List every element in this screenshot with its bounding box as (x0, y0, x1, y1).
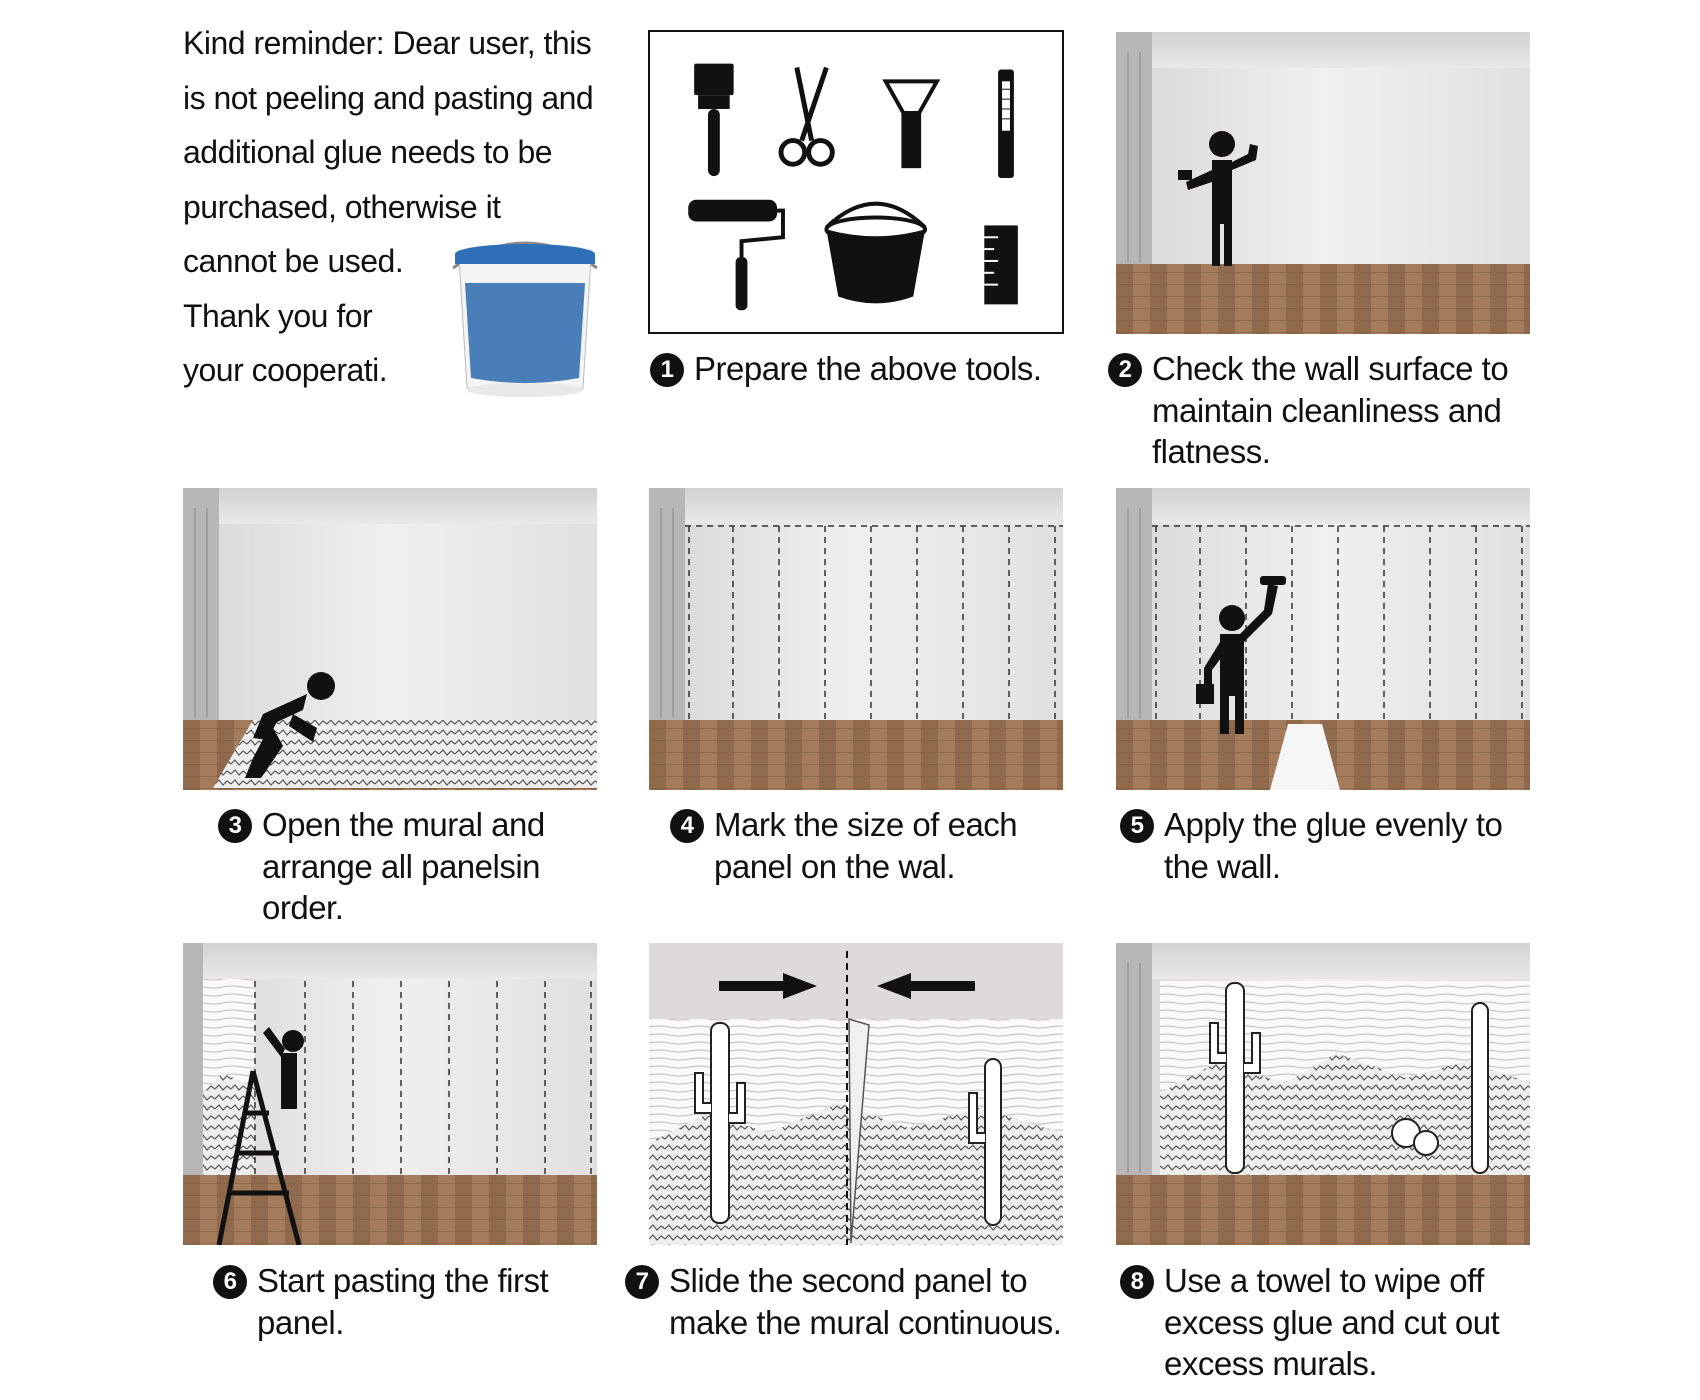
step-number-badge: 2 (1108, 353, 1142, 387)
step-6-image (183, 943, 597, 1245)
step-number-badge: 6 (213, 1265, 247, 1299)
step-number-badge: 5 (1120, 809, 1154, 843)
step-text: Start pasting the first panel. (257, 1262, 549, 1341)
step-number-badge: 4 (670, 809, 704, 843)
step-number-badge: 7 (625, 1265, 659, 1299)
step-1-caption (650, 348, 1090, 390)
step-text: Check the wall surface to maintain cleanliness and flatness. (1152, 350, 1509, 470)
utility-knife-icon (998, 70, 1014, 179)
step-7-image (649, 943, 1063, 1245)
step-text: Slide the second panel to make the mural continuous. (669, 1262, 1062, 1341)
tools-panel (648, 30, 1064, 334)
step-text: Mark the size of each panel on the wal. (714, 806, 1018, 885)
step-3-caption (218, 804, 598, 929)
reminder-line: is not peeling and pasting and (183, 79, 594, 116)
step-number-badge: 8 (1120, 1265, 1154, 1299)
scissors-icon (781, 68, 832, 165)
reminder-line: purchased, otherwise it (183, 188, 501, 225)
step-number-badge: 1 (650, 353, 684, 387)
step-8-image (1116, 943, 1530, 1245)
reminder-line: your cooperati. (183, 352, 388, 388)
paintbrush-icon (694, 64, 733, 177)
step-5-image (1116, 488, 1530, 790)
step-5-caption (1120, 804, 1540, 887)
glue-bucket-image (445, 228, 605, 398)
step-2-image (1116, 32, 1530, 334)
step-4-image (649, 488, 1063, 790)
step-7-caption (625, 1260, 1105, 1343)
reminder-line: cannot be used. (183, 243, 404, 279)
step-text: Use a towel to wipe off excess glue and cut out excess murals. (1164, 1262, 1500, 1382)
reminder-line: Kind reminder: Dear user, this (183, 25, 592, 61)
step-3-image (183, 488, 597, 790)
scraper-icon (886, 81, 937, 168)
step-text: Apply the glue evenly to the wall. (1164, 806, 1503, 885)
step-6-caption (213, 1260, 613, 1343)
bucket-icon (826, 204, 925, 304)
reminder-line: Thank you for (183, 297, 373, 334)
paint-roller-icon (688, 200, 783, 311)
reminder-line: additional glue needs to be (183, 134, 553, 170)
step-8-caption (1120, 1260, 1540, 1385)
ruler-icon (984, 225, 1018, 304)
step-2-caption (1108, 348, 1538, 473)
step-number-badge: 3 (218, 809, 252, 843)
step-4-caption (670, 804, 1070, 887)
step-text: Open the mural and arrange all panelsin order. (262, 806, 545, 926)
step-text: Prepare the above tools. (694, 350, 1042, 387)
